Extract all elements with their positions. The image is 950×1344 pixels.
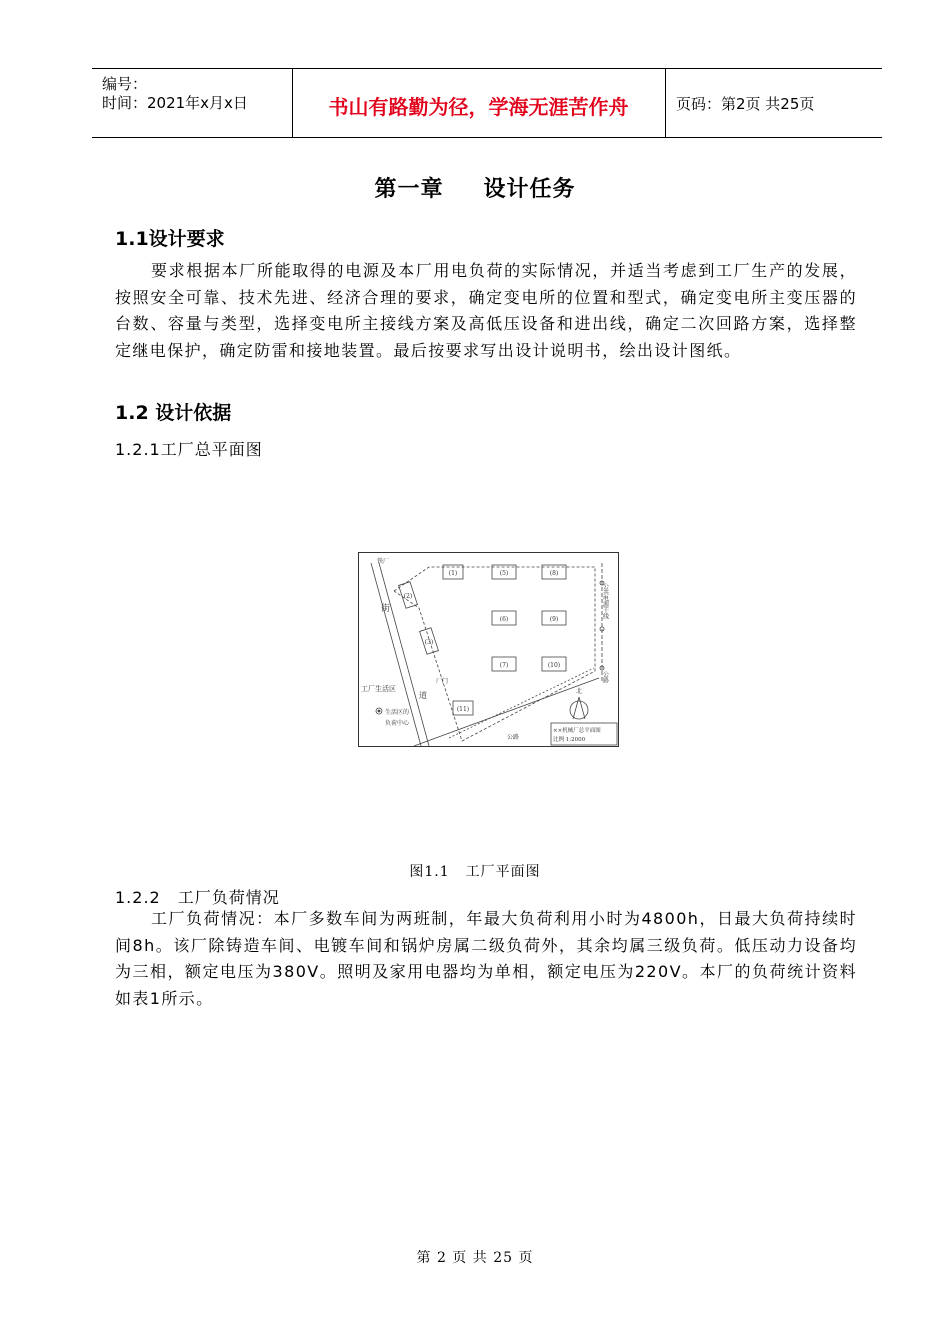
subsection-heading-1-2-1: 1.2.1工厂总平面图 — [115, 440, 263, 459]
label-living-area: 工厂生活区 — [361, 685, 396, 693]
label-bottom-road: 公路 — [507, 734, 520, 741]
page-info: 页码：第2页 共25页 — [676, 95, 815, 113]
figure-caption — [0, 861, 950, 881]
label-north: 北 — [576, 688, 583, 695]
label-title-line1: ××机械厂总平面图 — [553, 728, 601, 734]
label-top-left: 铁厂 — [377, 558, 390, 565]
figure-caption-number: 图1.1 — [409, 864, 450, 880]
header-meta-cell — [92, 69, 293, 137]
factory-plan-figure — [358, 552, 619, 747]
chapter-title — [0, 172, 950, 203]
label-title-line2: 比例 1:2000 — [553, 737, 586, 743]
header-page-cell — [666, 69, 882, 137]
label-street: 街 — [381, 604, 391, 614]
figure-caption-text: 工厂平面图 — [465, 864, 541, 880]
number-label: 编号： — [102, 75, 148, 93]
time-label: 时间：2021年x月x日 — [102, 94, 248, 112]
building-label: (6) — [499, 616, 509, 623]
building-label: (11) — [456, 706, 470, 713]
building-label: (9) — [549, 616, 559, 623]
building-label: (5) — [499, 570, 509, 577]
slogan: 书山有路勤为径，学海无涯苦作舟 — [328, 95, 629, 119]
chapter-name: 设计任务 — [483, 176, 576, 202]
factory-plan-drawing — [359, 553, 618, 746]
section-heading-1-2: 1.2 设计依据 — [115, 402, 232, 424]
paragraph-load-situation: 工厂负荷情况：本厂多数车间为两班制，年最大负荷利用小时为4800h，日最大负荷持续时间8h。该厂除铸造车间、电镀车间和锅炉房属二级负荷外，其余均属三级负荷。低压动力设备均为三相，额定电压为380V。照明及家用电器均为单相，额定电压为220V。本厂的负荷统计资料如表1所示。 — [115, 909, 857, 1008]
header-slogan-cell — [292, 69, 666, 137]
label-utility-line: 公共电源干线 — [601, 583, 609, 619]
paragraph-design-requirements: 要求根据本厂所能取得的电源及本厂用电负荷的实际情况，并适当考虑到工厂生产的发展，按照安全可靠、技术先进、经济合理的要求，确定变电所的位置和型式，确定变电所主变压器的台数、容量与类型，选择变电所主接线方案及高低压设备和进出线，确定二次回路方案，选择整定继电保护，确定防雷和接地装置。最后按要求写出设计说明书，绘出设计图纸。 — [115, 261, 857, 360]
page-header — [92, 68, 882, 138]
building-label: (7) — [499, 662, 509, 669]
label-right-road: 公路 — [601, 671, 609, 683]
section-heading-1-1: 1.1设计要求 — [115, 228, 225, 250]
label-load-center-2: 负荷中心 — [385, 720, 410, 727]
label-road-char: 道 — [419, 691, 427, 700]
label-gate: 厂门 — [436, 678, 449, 685]
subsection-heading-1-2-2: 1.2.2 工厂负荷情况 — [115, 888, 280, 907]
building-label: (2) — [403, 593, 413, 600]
label-load-center-1: 生活区的 — [385, 709, 410, 716]
building-label: (10) — [547, 662, 561, 669]
building-label: (3) — [424, 639, 434, 646]
building-label: (1) — [448, 570, 458, 577]
building-label: (8) — [549, 570, 559, 577]
chapter-number: 第一章 — [374, 176, 444, 202]
page-footer: 第 2 页 共 25 页 — [416, 1250, 534, 1266]
